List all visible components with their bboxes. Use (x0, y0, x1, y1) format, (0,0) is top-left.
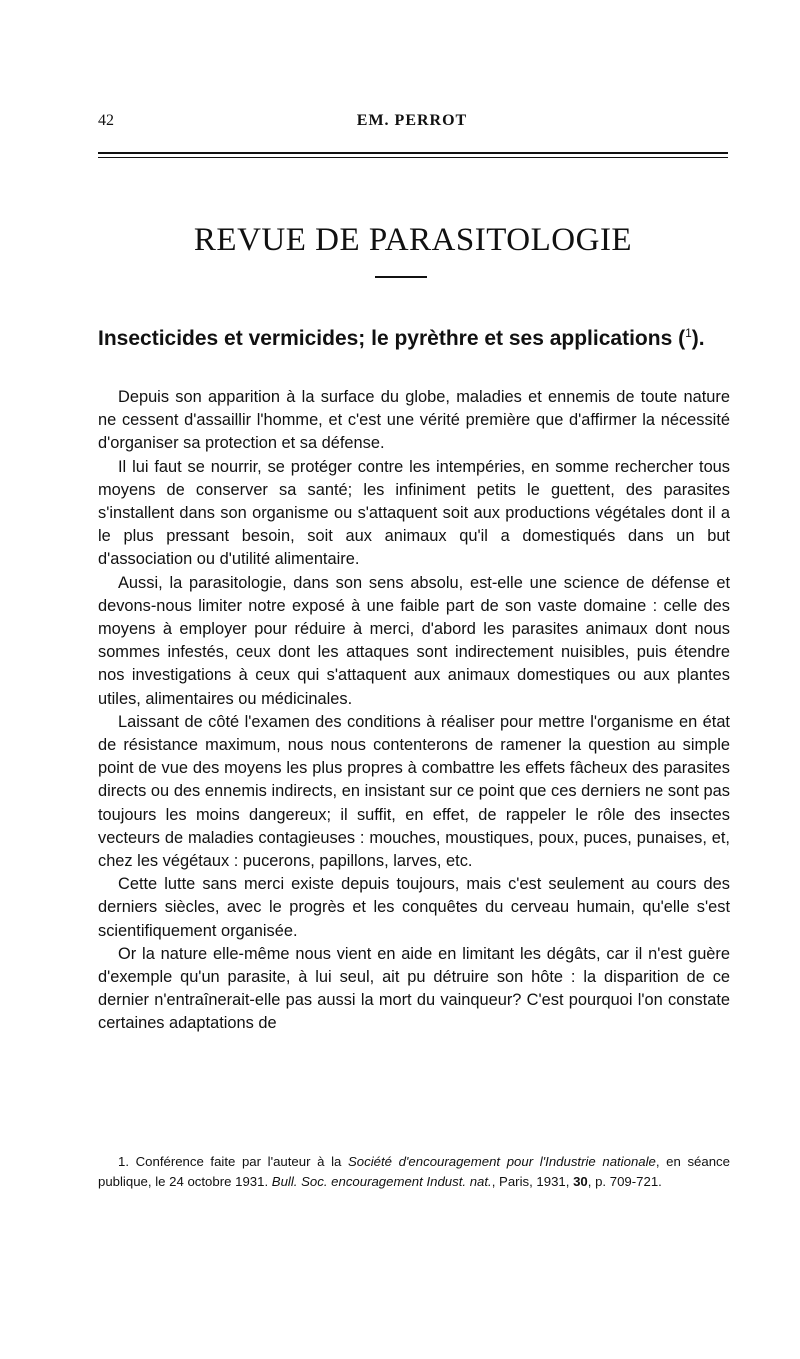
footnote-number: 1. (118, 1154, 129, 1169)
page-number: 42 (98, 112, 114, 129)
footnote-text: , Paris, 1931, (491, 1173, 570, 1189)
article-title (98, 326, 738, 351)
section-title: REVUE DE PARASITOLOGIE (193, 222, 633, 258)
footnote-text: Conférence faite par l'auteur à la (135, 1154, 342, 1169)
footnote-society: Société d'encouragement pour l'Industrie nationale (347, 1154, 656, 1169)
header-rule (98, 152, 728, 154)
article-body (98, 386, 730, 1036)
footnote-text: , en séance publique, le 24 octobre 1931. (98, 1154, 730, 1189)
footnote (98, 1152, 730, 1191)
footnote-ref-close: ). (691, 327, 705, 350)
paragraph: Or la nature elle-même nous vient en aide en limitant les dégâts, car il n'est guère d'exemple qu'un parasite, à lui seul, ait pu détruire son hôte : la disparition de ce dernier n'entraînerait-elle pas aussi la mort du vainqueur? C'est pourquoi l'on constate certaines adaptations de (98, 944, 730, 1033)
paragraph: Depuis son apparition à la surface du globe, maladies et ennemis de toute nature ne cessent d'assaillir l'homme, et c'est une vérité première que d'affirmer la nécessité d'organiser sa protection et sa défense. (98, 388, 730, 453)
footnote-pages: , p. 709-721. (587, 1173, 662, 1189)
article-title-text: Insecticides et vermicides; le pyrèthre et ses applications (98, 327, 673, 350)
running-head: EM. PERROT (356, 112, 468, 129)
footnote-ref: 1 (685, 326, 692, 340)
footnote-ref-open: ( (678, 327, 686, 350)
paragraph: Aussi, la parasitologie, dans son sens absolu, est-elle une science de défense et devons-nous limiter notre exposé à une faible part de son vaste domaine : celle des moyens à employer pour réduire à merci, d'abord les parasites animaux dont nous sommes infestés, ceux dont les attaques sont indirectement nuisibles, puis étendre nos investigations à ceux qui s'attaquent aux animaux domestiques ou aux plantes utiles, alimentaires ou médicinales. (98, 573, 730, 708)
page-header (98, 112, 726, 132)
title-rule (375, 276, 427, 278)
paragraph: Il lui faut se nourrir, se protéger contre les intempéries, en somme rechercher tous moyens de conserver sa santé; les infiniment petits le guettent, des parasites s'installent dans son organisme ou s'attaquent soit aux productions végétales dont il a le plus pressant besoin, soit aux animaux qu'il a domestiqués dans un but d'association ou d'utilité alimentaire. (98, 457, 730, 569)
footnote-volume: 30 (573, 1173, 588, 1189)
paragraph: Cette lutte sans merci existe depuis toujours, mais c'est seulement au cours des derniers siècles, avec le progrès et les conquêtes du cerveau humain, qu'elle s'est scientifiquement organisée. (98, 875, 730, 940)
paragraph: Laissant de côté l'examen des conditions à réaliser pour mettre l'organisme en état de résistance maximum, nous nous contenterons de ramener la question au simple point de vue des moyens les plus propres à combattre les effets fâcheux des parasites directs ou des ennemis indirects, en insistant sur ce point que ces derniers ne sont pas toujours les moins dangereux; il suffit, en effet, de rappeler le rôle des insectes vecteurs de maladies contagieuses : mouches, moustiques, poux, puces, punaises, et, chez les végétaux : pucerons, papillons, larves, etc. (98, 712, 730, 871)
footnote-journal: Bull. Soc. encouragement Indust. nat. (271, 1173, 492, 1189)
header-rule-thin (98, 157, 728, 158)
